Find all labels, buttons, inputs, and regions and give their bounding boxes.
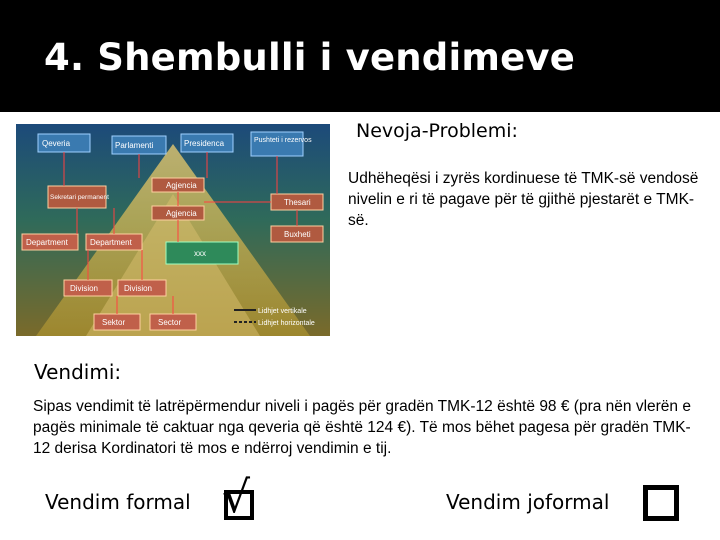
title-bar [0,0,720,112]
box-division-2 [118,280,166,296]
box-parlamenti [112,136,166,154]
box-agjencia-2-label: Agjencia [166,209,197,218]
box-thesari [271,194,323,210]
legend-vertical: Lidhjet vertikale [258,308,307,315]
box-department-1 [22,234,78,250]
box-agjencia-2 [152,206,204,220]
box-qeveria [38,134,90,152]
box-sekretari-label: Sekretari permanent [50,194,109,201]
box-division-2-label: Division [124,284,153,293]
box-department-2-label: Department [90,238,132,247]
box-sekretari [48,186,109,208]
box-xxx [166,242,238,264]
informal-decision-label: Vendim joformal [446,490,610,514]
organization-diagram [16,124,330,336]
vendimi-description: Sipas vendimit të latrëpërmendur niveli i pagës për gradën TMK-12 është 98 € (pra nën vlerën e pagës minimale të caktuar nga qeveria që është 124 €). Të mos bëhet pagesa për gradën TMK-12 derisa Kordinatori të mos e ndërroj vendimin e tij. [33,398,691,457]
box-agjencia-1-label: Agjencia [166,181,197,190]
box-thesari-label: Thesari [284,198,311,207]
box-sector-1 [94,314,140,330]
box-division-1-label: Division [70,284,99,293]
box-xxx-label: xxx [194,249,206,258]
slide-title: 4. Shembulli i vendimeve [44,36,576,79]
box-pushteti-label: Pushteti i rezervos [254,137,312,144]
box-agjencia-1 [152,178,204,192]
box-pushteti [251,132,312,156]
box-buxheti-label: Buxheti [284,230,311,239]
nevoja-description: Udhëheqësi i zyrës kordinuese të TMK-së vendosë nivelin e ri të pagave për të gjithë pjestarët e TMK-së. [348,170,699,229]
formal-decision-label: Vendim formal [45,490,191,514]
box-sector-2 [150,314,196,330]
box-department-2 [86,234,142,250]
box-presidenca [181,134,233,152]
box-department-1-label: Department [26,238,68,247]
nevoja-heading: Nevoja-Problemi: [356,120,518,142]
box-division-1 [64,280,112,296]
check-mark-icon: √ [222,472,251,523]
informal-decision-checkbox[interactable] [643,485,679,521]
vendimi-heading: Vendimi: [34,360,122,384]
box-sector-1-label: Sektor [102,318,126,327]
box-qeveria-label: Qeveria [42,139,71,148]
box-sector-2-label: Sector [158,318,182,327]
legend-horizontal: Lidhjet horizontale [258,320,315,327]
box-buxheti [271,226,323,242]
box-presidenca-label: Presidenca [184,139,225,148]
box-parlamenti-label: Parlamenti [115,141,154,150]
